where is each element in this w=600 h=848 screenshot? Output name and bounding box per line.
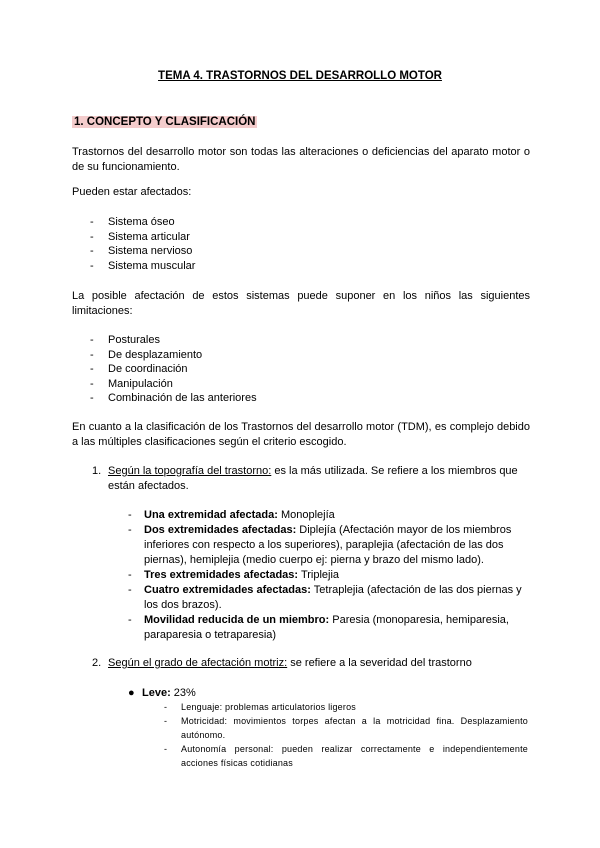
item-number: 1.: [92, 465, 102, 477]
level-label: Leve:: [142, 687, 171, 699]
leve-details-list: [164, 700, 528, 770]
bullet-icon: ●: [128, 687, 135, 699]
item-text: es la más utilizada. Se refiere a los miembros que están afectados.: [108, 465, 518, 492]
list-item: - De desplazamiento: [88, 348, 257, 363]
document-title: TEMA 4. TRASTORNOS DEL DESARROLLO MOTOR: [158, 70, 442, 82]
item-label: Según la topografía del trastorno:: [108, 465, 272, 477]
intro-paragraph: Trastornos del desarrollo motor son todas las alteraciones o deficiencias del aparato motor o de su funcionamiento.: [72, 146, 530, 173]
list-item: - Sistema nervioso: [88, 244, 195, 259]
list-item: - Una extremidad afectada: Monoplejía: [128, 508, 528, 523]
topography-list: [128, 508, 528, 643]
section-heading: 1. CONCEPTO Y CLASIFICACIÓN: [74, 116, 256, 128]
systems-list: [88, 215, 195, 273]
limitations-intro: La posible afectación de estos sistemas puede suponer en los niños las siguientes limitaciones:: [72, 290, 530, 317]
affected-intro: Pueden estar afectados:: [72, 186, 192, 198]
list-item: - Combinación de las anteriores: [88, 391, 257, 406]
list-item: - Manipulación: [88, 377, 257, 392]
limitations-list: [88, 333, 257, 406]
classification-item-2: [92, 656, 530, 671]
list-item: - Dos extremidades afectadas: Diplejía (Afectación mayor de los miembros inferiores con respecto a los superiores), paraplejia (afectación de las dos piernas), hemiplejia (medio cuerpo ej: pierna y brazo del mismo lado).: [128, 523, 528, 568]
list-item: - Autonomía personal: pueden realizar correctamente e independientemente acciones físicas cotidianas: [164, 742, 528, 770]
item-number: 2.: [92, 657, 102, 669]
item-label: Según el grado de afectación motriz:: [108, 657, 288, 669]
level-leve: [128, 686, 196, 701]
list-item: - Sistema articular: [88, 230, 195, 245]
list-item: - Cuatro extremidades afectadas: Tetraplejia (afectación de las dos piernas y los dos brazos).: [128, 583, 528, 613]
list-item: - Sistema óseo: [88, 215, 195, 230]
level-value: 23%: [170, 687, 196, 699]
classification-item-1: [92, 464, 530, 494]
list-item: - Posturales: [88, 333, 257, 348]
list-item: - Tres extremidades afectadas: Triplejia: [128, 568, 528, 583]
list-item: - Lenguaje: problemas articulatorios ligeros: [164, 700, 528, 714]
list-item: - Movilidad reducida de un miembro: Paresia (monoparesia, hemiparesia, paraparesia o tetraparesia): [128, 613, 528, 643]
classification-intro: En cuanto a la clasificación de los Trastornos del desarrollo motor (TDM), es complejo debido a las múltiples clasificaciones según el criterio escogido.: [72, 421, 530, 448]
list-item: - De coordinación: [88, 362, 257, 377]
list-item: - Motricidad: movimientos torpes afectan a la motricidad fina. Desplazamiento autónomo.: [164, 714, 528, 742]
item-text: se refiere a la severidad del trastorno: [287, 657, 472, 669]
list-item: - Sistema muscular: [88, 259, 195, 274]
